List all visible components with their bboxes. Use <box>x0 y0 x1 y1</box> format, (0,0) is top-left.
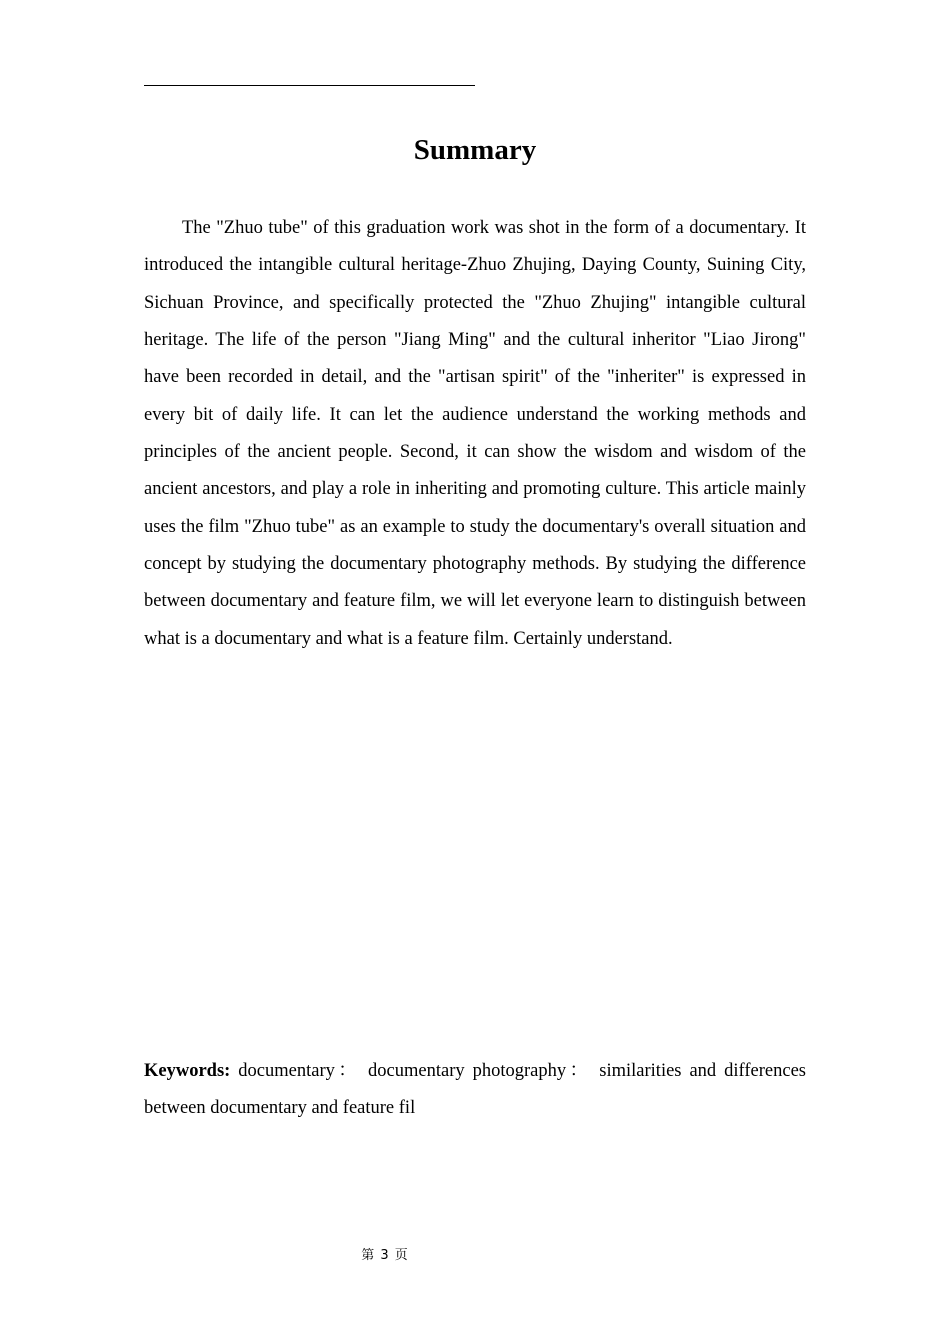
header-rule <box>144 85 475 86</box>
keywords-text: documentary： documentary photography： similarities and differences between documentary and feature fil <box>144 1061 806 1119</box>
keywords-label: Keywords: <box>144 1061 231 1081</box>
page-number-footer: 第 3 页 <box>361 1248 409 1263</box>
abstract-paragraph: The "Zhuo tube" of this graduation work was shot in the form of a documentary. It introduced the intangible cultural heritage-Zhuo Zhujing, Daying County, Suining City, Sichuan Province, and specifically protected the "Zhuo Zhujing" intangible cultural heritage. The life of the person "Jiang Ming" and the cultural inheritor "Liao Jirong" have been recorded in detail, and the "artisan spirit" of the "inheriter" is expressed in every bit of daily life. It can let the audience understand the working methods and principles of the ancient people. Second, it can show the wisdom and wisdom of the ancient ancestors, and play a role in inheriting and promoting culture. This article mainly uses the film "Zhuo tube" as an example to study the documentary's overall situation and concept by studying the documentary photography methods. By studying the difference between documentary and feature film, we will let everyone learn to distinguish between what is a documentary and what is a feature film. Certainly understand. <box>144 218 806 649</box>
keywords-paragraph <box>144 1053 806 1128</box>
page-title: Summary <box>413 134 537 166</box>
